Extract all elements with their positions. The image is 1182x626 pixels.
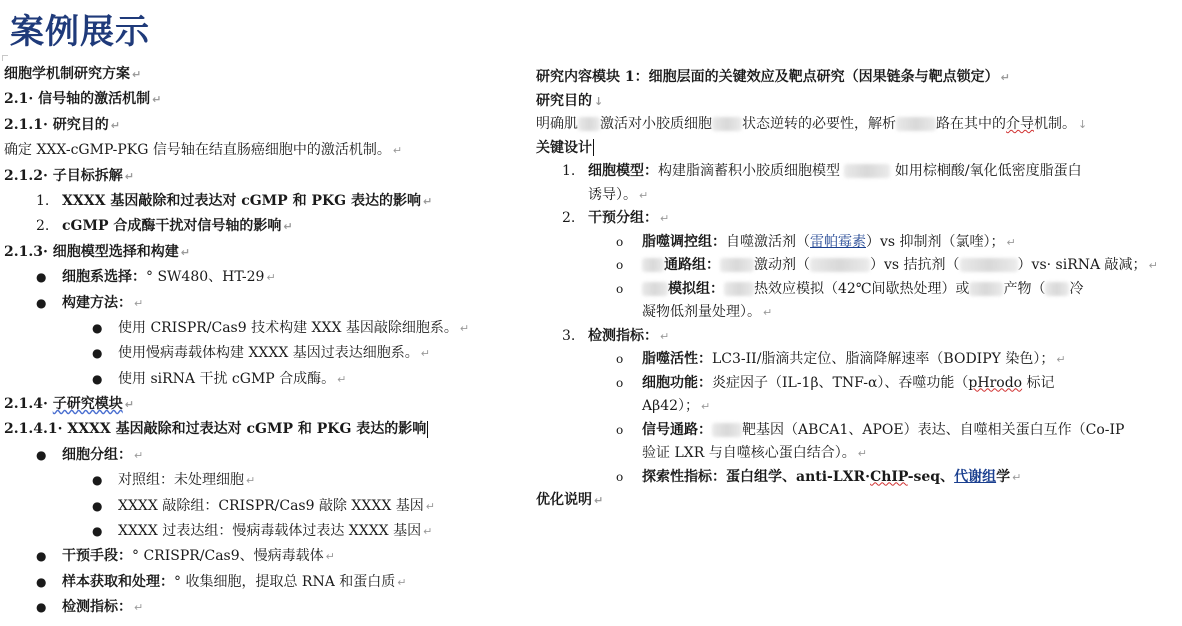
redacted-text <box>578 117 600 131</box>
sub-bullet-item[interactable]: ● 使用慢病毒载体构建 XXXX 基因过表达细胞系。 ↵ <box>92 345 430 362</box>
bullet-item[interactable]: ● 样本获取和处理：° 收集细胞，提取总 RNA 和蛋白质 ↵ <box>36 573 407 590</box>
paragraph[interactable]: 明确肌 激活对小胶质细胞 状态逆转的必要性，解析 路在其中的介导机制。 ↓ <box>536 116 1088 132</box>
sub-bullet-item[interactable]: o 脂噬调控组：自噬激活剂（雷帕霉素）vs 抑制剂（氯喹）； ↵ <box>616 233 1016 250</box>
sub-bullet-item-continued[interactable]: 凝物低剂量处理）。 ↵ <box>642 304 773 320</box>
subsection-heading[interactable]: 2.1.4.1· XXXX 基因敲除和过表达对 cGMP 和 PKG 表达的影响 <box>4 421 427 438</box>
redacted-text <box>896 117 936 131</box>
redacted-text <box>720 258 754 272</box>
sub-bullet-item[interactable]: ● 使用 CRISPR/Cas9 技术构建 XXX 基因敲除细胞系。 ↵ <box>92 319 470 336</box>
numbered-item[interactable]: 1. 细胞模型：构建脂滴蓄积小胶质细胞模型 如用棕榈酸/氧化低密度脂蛋白 <box>562 163 1082 179</box>
redacted-text <box>712 117 742 131</box>
sub-bullet-item[interactable]: ● XXXX 过表达组：慢病毒载体过表达 XXXX 基因 ↵ <box>92 523 433 540</box>
numbered-item[interactable]: 3. 检测指标： ↵ <box>562 327 670 344</box>
subsection-heading[interactable]: 2.1.1· 研究目的 ↵ <box>4 116 120 133</box>
section-heading[interactable]: 研究目的 ↓ <box>536 92 604 109</box>
redacted-text <box>642 258 664 272</box>
section-heading[interactable]: 关键设计 <box>536 139 592 156</box>
redacted-text <box>642 282 668 296</box>
doc-heading[interactable]: 细胞学机制研究方案 ↵ <box>4 66 142 82</box>
right-column <box>536 66 1176 513</box>
bullet-item[interactable]: ● 构建方法： ↵ <box>36 294 144 311</box>
sub-bullet-item[interactable]: ● 对照组：未处理细胞 ↵ <box>92 472 256 489</box>
numbered-item[interactable]: 1. XXXX 基因敲除和过表达对 cGMP 和 PKG 表达的影响 ↵ <box>36 192 433 209</box>
text-cursor <box>427 421 428 438</box>
section-heading[interactable]: 优化说明 ↵ <box>536 492 604 508</box>
sub-bullet-item[interactable]: o 脂噬活性：LC3-II/脂滴共定位、脂滴降解速率（BODIPY 染色）； ↵ <box>616 351 1066 367</box>
paragraph[interactable]: 确定 XXX-cGMP-PKG 信号轴在结直肠癌细胞中的激活机制。 ↵ <box>4 142 403 159</box>
sub-bullet-item-continued[interactable]: 验证 LXR 与自噬核心蛋白结合）。 ↵ <box>642 445 867 461</box>
subsection-heading[interactable]: 2.1.4· 子研究模块 ↵ <box>4 396 134 413</box>
sub-bullet-item[interactable]: o 通路组： 激动剂（ ）vs 拮抗剂（ ）vs· siRNA 敲减； ↵ <box>616 257 1158 273</box>
numbered-item[interactable]: 2. cGMP 合成酶干扰对信号轴的影响 ↵ <box>36 218 293 235</box>
module-heading[interactable]: 研究内容模块 1：细胞层面的关键效应及靶点研究（因果链条与靶点锁定） ↵ <box>536 69 1010 85</box>
sub-bullet-item-continued[interactable]: Aβ42）； ↵ <box>642 398 711 414</box>
sub-bullet-item[interactable]: ● XXXX 敲除组：CRISPR/Cas9 敲除 XXXX 基因 ↵ <box>92 497 435 514</box>
sub-bullet-item[interactable]: ● 使用 siRNA 干扰 cGMP 合成酶。 ↵ <box>92 370 347 387</box>
bullet-item[interactable]: ● 细胞分组： ↵ <box>36 446 144 463</box>
numbered-item[interactable]: 2. 干预分组： ↵ <box>562 210 670 226</box>
text-cursor <box>593 139 594 156</box>
page-corner-mark <box>2 55 8 61</box>
redacted-text <box>712 423 742 437</box>
redacted-text <box>969 282 1003 296</box>
bullet-item[interactable]: ● 细胞系选择：° SW480、HT-29 ↵ <box>36 269 276 286</box>
redacted-text <box>960 258 1018 272</box>
page-title: 案例展示 <box>10 12 150 52</box>
sub-bullet-item[interactable]: o 模拟组： 热效应模拟（42℃间歇热处理）或 产物（ 冷 <box>616 280 1084 297</box>
sub-bullet-item[interactable]: o 探索性指标：蛋白组学、anti-LXR·ChIP-seq、代谢组学 ↵ <box>616 468 1022 485</box>
bullet-item[interactable]: ● 检测指标： ↵ <box>36 599 144 616</box>
subsection-heading[interactable]: 2.1.2· 子目标拆解 ↵ <box>4 167 134 184</box>
sub-bullet-item[interactable]: o 细胞功能：炎症因子（IL-1β、TNF-α）、吞噬功能（pHrodo 标记 <box>616 374 1055 391</box>
subsection-heading[interactable]: 2.1.3· 细胞模型选择和构建 ↵ <box>4 243 190 260</box>
redacted-text <box>844 164 890 178</box>
redacted-text <box>724 282 754 296</box>
bullet-item[interactable]: ● 干预手段：° CRISPR/Cas9、慢病毒载体 ↵ <box>36 548 335 565</box>
left-column <box>4 62 524 621</box>
sub-bullet-item[interactable]: o 信号通路： 靶基因（ABCA1、APOE）表达、自噬相关蛋白互作（Co-IP <box>616 421 1125 438</box>
redacted-text <box>1045 282 1069 296</box>
numbered-item-continued[interactable]: 诱导）。 ↵ <box>588 186 649 203</box>
section-heading[interactable]: 2.1· 信号轴的激活机制 ↵ <box>4 91 162 108</box>
redacted-text <box>810 258 870 272</box>
